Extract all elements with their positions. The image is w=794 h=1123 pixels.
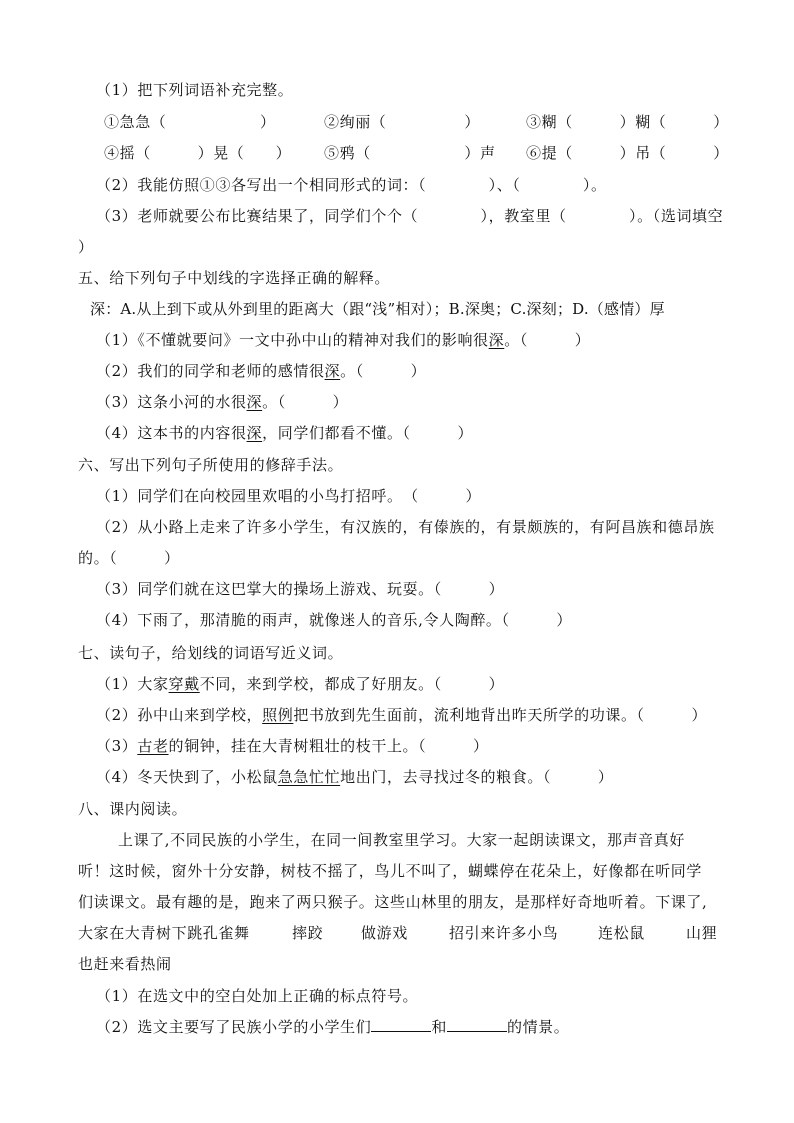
- q7-item-4: （4）冬天快到了，小松鼠急急忙忙地出门，去寻找过冬的粮食。（ ）: [96, 768, 614, 786]
- q5-title: 五、给下列句子中划线的字选择正确的解释。: [78, 269, 391, 287]
- q5-item-4: （4）这本书的内容很深，同学们都看不懂。（ ）: [96, 424, 474, 442]
- q4-row2-item2: ⑤鸦（ ）声: [324, 144, 496, 162]
- underlined-word: 照例: [262, 706, 294, 724]
- q5-item-1: （1）《不懂就要问》一文中孙中山的精神对我们的影响很深。（ ）: [96, 331, 591, 349]
- q8-passage-seg1: 大家在大青树下跳孔雀舞: [78, 924, 250, 942]
- q8-sub2: （2）选文主要写了民族小学的小学生们 和 的情景。: [96, 1018, 570, 1036]
- q8-passage-seg6: 山狸: [686, 924, 718, 942]
- underlined-word: 深: [324, 362, 341, 380]
- q6-item-4: （4）下雨了，那清脆的雨声，就像迷人的音乐,令人陶醉。（ ）: [96, 611, 573, 629]
- q7-item-2: （2）孙中山来到学校，照例把书放到先生面前，流利地背出昨天所学的功课。（ ）: [96, 706, 708, 724]
- q8-passage-seg4: 招引来许多小鸟: [449, 924, 559, 942]
- q5-item-3: （3）这条小河的水很深。（ ）: [96, 393, 349, 411]
- q4-sub3-line1: （3）老师就要公布比赛结果了，同学们个个（ ），教室里（ ）。（选词填空: [96, 207, 724, 225]
- q8-passage-line3: 们读课文。最有趣的是，跑来了两只猴子。这些山林里的朋友，是那样好奇地听着。下课了,: [78, 893, 708, 911]
- q8-passage-seg5: 连松鼠: [598, 924, 645, 942]
- q6-title: 六、写出下列句子所使用的修辞手法。: [78, 456, 344, 474]
- q4-sub3-line2: ）: [78, 238, 94, 256]
- q6-item-2-line1: （2）从小路上走来了许多小学生，有汉族的，有傣族的，有景颇族的，有阿昌族和德昂族: [96, 518, 715, 536]
- q8-passage-line2: 听！这时候，窗外十分安静，树枝不摇了，鸟儿不叫了，蝴蝶停在花朵上，好像都在听同学: [78, 862, 703, 880]
- q8-passage-line1: 上课了,不同民族的小学生，在同一间教室里学习。大家一起朗读课文，那声音真好: [118, 831, 685, 849]
- underlined-word: 古老: [137, 737, 169, 755]
- q6-item-3: （3）同学们就在这巴掌大的操场上游戏、玩耍。（ ）: [96, 580, 505, 598]
- q5-item-2: （2）我们的同学和老师的感情很深。（ ）: [96, 362, 427, 380]
- q7-item-1: （1）大家穿戴不同，来到学校，都成了好朋友。（ ）: [96, 675, 505, 693]
- q6-item-1: （1）同学们在向校园里欢唱的小鸟打招呼。 （ ）: [96, 487, 482, 505]
- answer-blank-1[interactable]: [371, 1017, 431, 1032]
- underlined-word: 急急忙忙: [277, 768, 341, 786]
- q7-item-3: （3）古老的铜钟，挂在大青树粗壮的枝干上。（ ）: [96, 737, 489, 755]
- q4-row1-item1: ①急急（ ）: [104, 113, 276, 131]
- q4-row2-item1: ④摇（ ）晃（ ）: [104, 144, 292, 162]
- q4-row2-item3: ⑥提（ ）吊（ ）: [526, 144, 729, 162]
- underlined-word: 深: [488, 331, 505, 349]
- q4-row1-item2: ②绚丽（ ）: [324, 113, 481, 131]
- q6-item-2-line2: 的。（ ）: [78, 549, 180, 567]
- q8-passage-seg3: 做游戏: [361, 924, 408, 942]
- q8-sub1: （1）在选文中的空白处加上正确的标点符号。: [96, 987, 419, 1005]
- q4-sub2: （2）我能仿照①③各写出一个相同形式的词：（ ）、（ ）。: [96, 176, 607, 194]
- q4-row1-item3: ③糊（ ）糊（ ）: [526, 113, 729, 131]
- q8-passage-seg2: 摔跤: [292, 924, 324, 942]
- underlined-word: 深: [246, 393, 263, 411]
- q4-sub1: （1）把下列词语补充完整。: [96, 81, 294, 99]
- q8-title: 八、课内阅读。: [78, 800, 188, 818]
- underlined-word: 穿戴: [168, 675, 200, 693]
- answer-blank-2[interactable]: [447, 1017, 507, 1032]
- underlined-word: 深: [246, 424, 263, 442]
- q5-definition: 深：A.从上到下或从外到里的距离大（跟“浅”相对）；B.深奥；C.深刻；D.（感情）厚: [90, 300, 665, 318]
- q8-passage-line5: 也赶来看热闹: [78, 955, 172, 973]
- q7-title: 七、读句子，给划线的词语写近义词。: [78, 644, 344, 662]
